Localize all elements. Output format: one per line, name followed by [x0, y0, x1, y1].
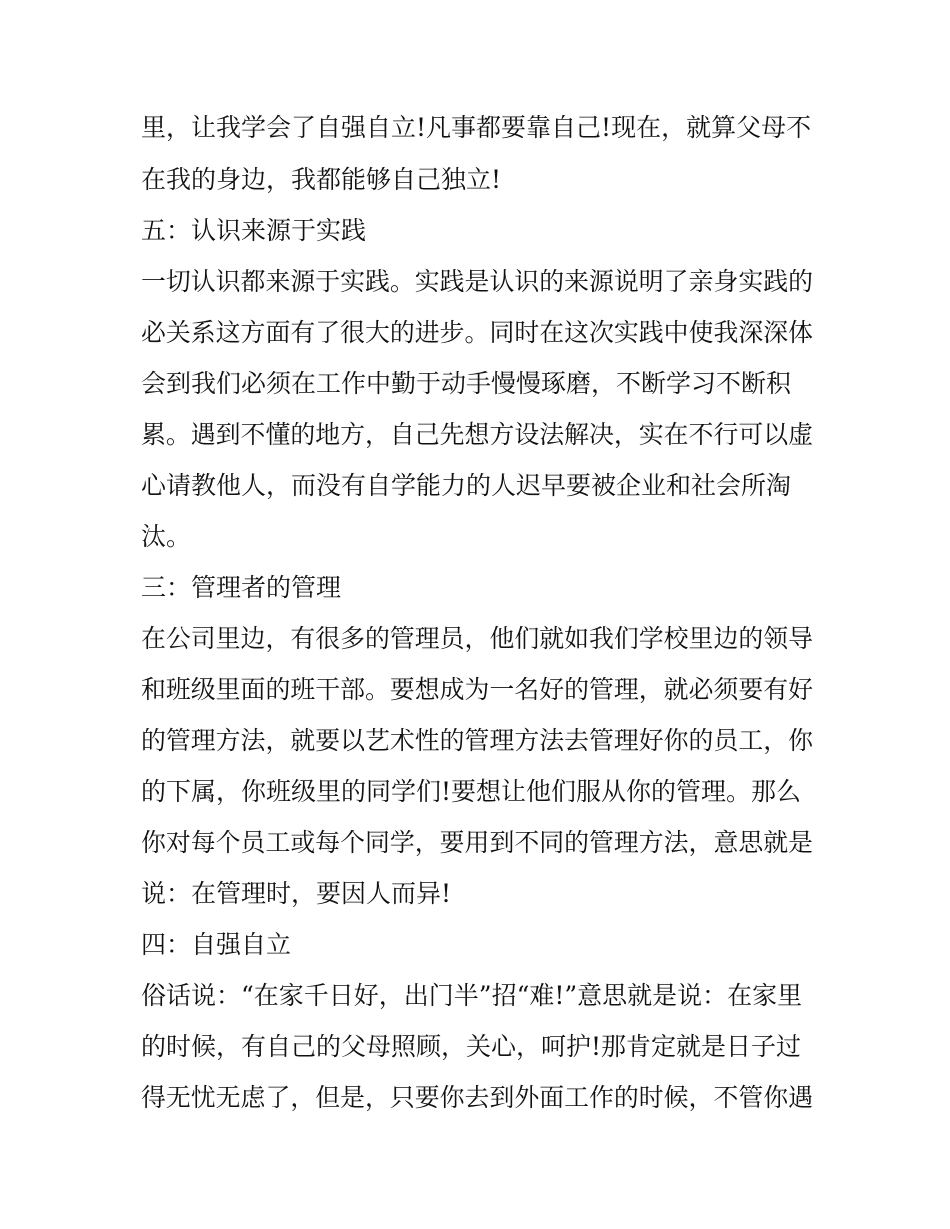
paragraph-line: 心请教他人，而没有自学能力的人迟早要被企业和社会所淘	[141, 471, 792, 500]
paragraph-line: 必关系这方面有了很大的进步。同时在这次实践中使我深深体	[141, 318, 814, 347]
paragraph-line: 一切认识都来源于实践。实践是认识的来源说明了亲身实践的	[141, 267, 814, 296]
paragraph-line: 得无忧无虑了，但是，只要你去到外面工作的时候，不管你遇	[141, 1083, 814, 1112]
paragraph-line: 俗话说：“在家千日好，出门半”招“难!”意思就是说：在家里	[141, 981, 803, 1010]
paragraph-line: 的时候，有自己的父母照顾，关心，呵护!那肯定就是日子过	[141, 1032, 802, 1061]
paragraph-line: 你对每个员工或每个同学，要用到不同的管理方法，意思就是	[141, 828, 814, 857]
section-heading: 三：管理者的管理	[141, 573, 342, 602]
paragraph-line: 在我的身边，我都能够自己独立!	[141, 165, 502, 194]
paragraph-line: 的管理方法，就要以艺术性的管理方法去管理好你的员工，你	[141, 726, 814, 755]
paragraph-line: 的下属，你班级里的同学们!要想让他们服从你的管理。那么	[141, 777, 802, 806]
section-heading: 四：自强自立	[141, 930, 292, 959]
paragraph-line: 汰。	[141, 522, 192, 551]
paragraph-line: 会到我们必须在工作中勤于动手慢慢琢磨，不断学习不断积	[141, 369, 792, 398]
paragraph-line: 在公司里边，有很多的管理员，他们就如我们学校里边的领导	[141, 624, 814, 653]
section-heading: 五：认识来源于实践	[141, 216, 367, 245]
paragraph-line: 和班级里面的班干部。要想成为一名好的管理，就必须要有好	[141, 675, 814, 704]
paragraph-line: 里，让我学会了自强自立!凡事都要靠自己!现在，就算父母不	[141, 113, 812, 142]
paragraph-line: 说：在管理时，要因人而异!	[141, 879, 452, 908]
paragraph-line: 累。遇到不懂的地方，自己先想方设法解决，实在不行可以虚	[141, 420, 814, 449]
